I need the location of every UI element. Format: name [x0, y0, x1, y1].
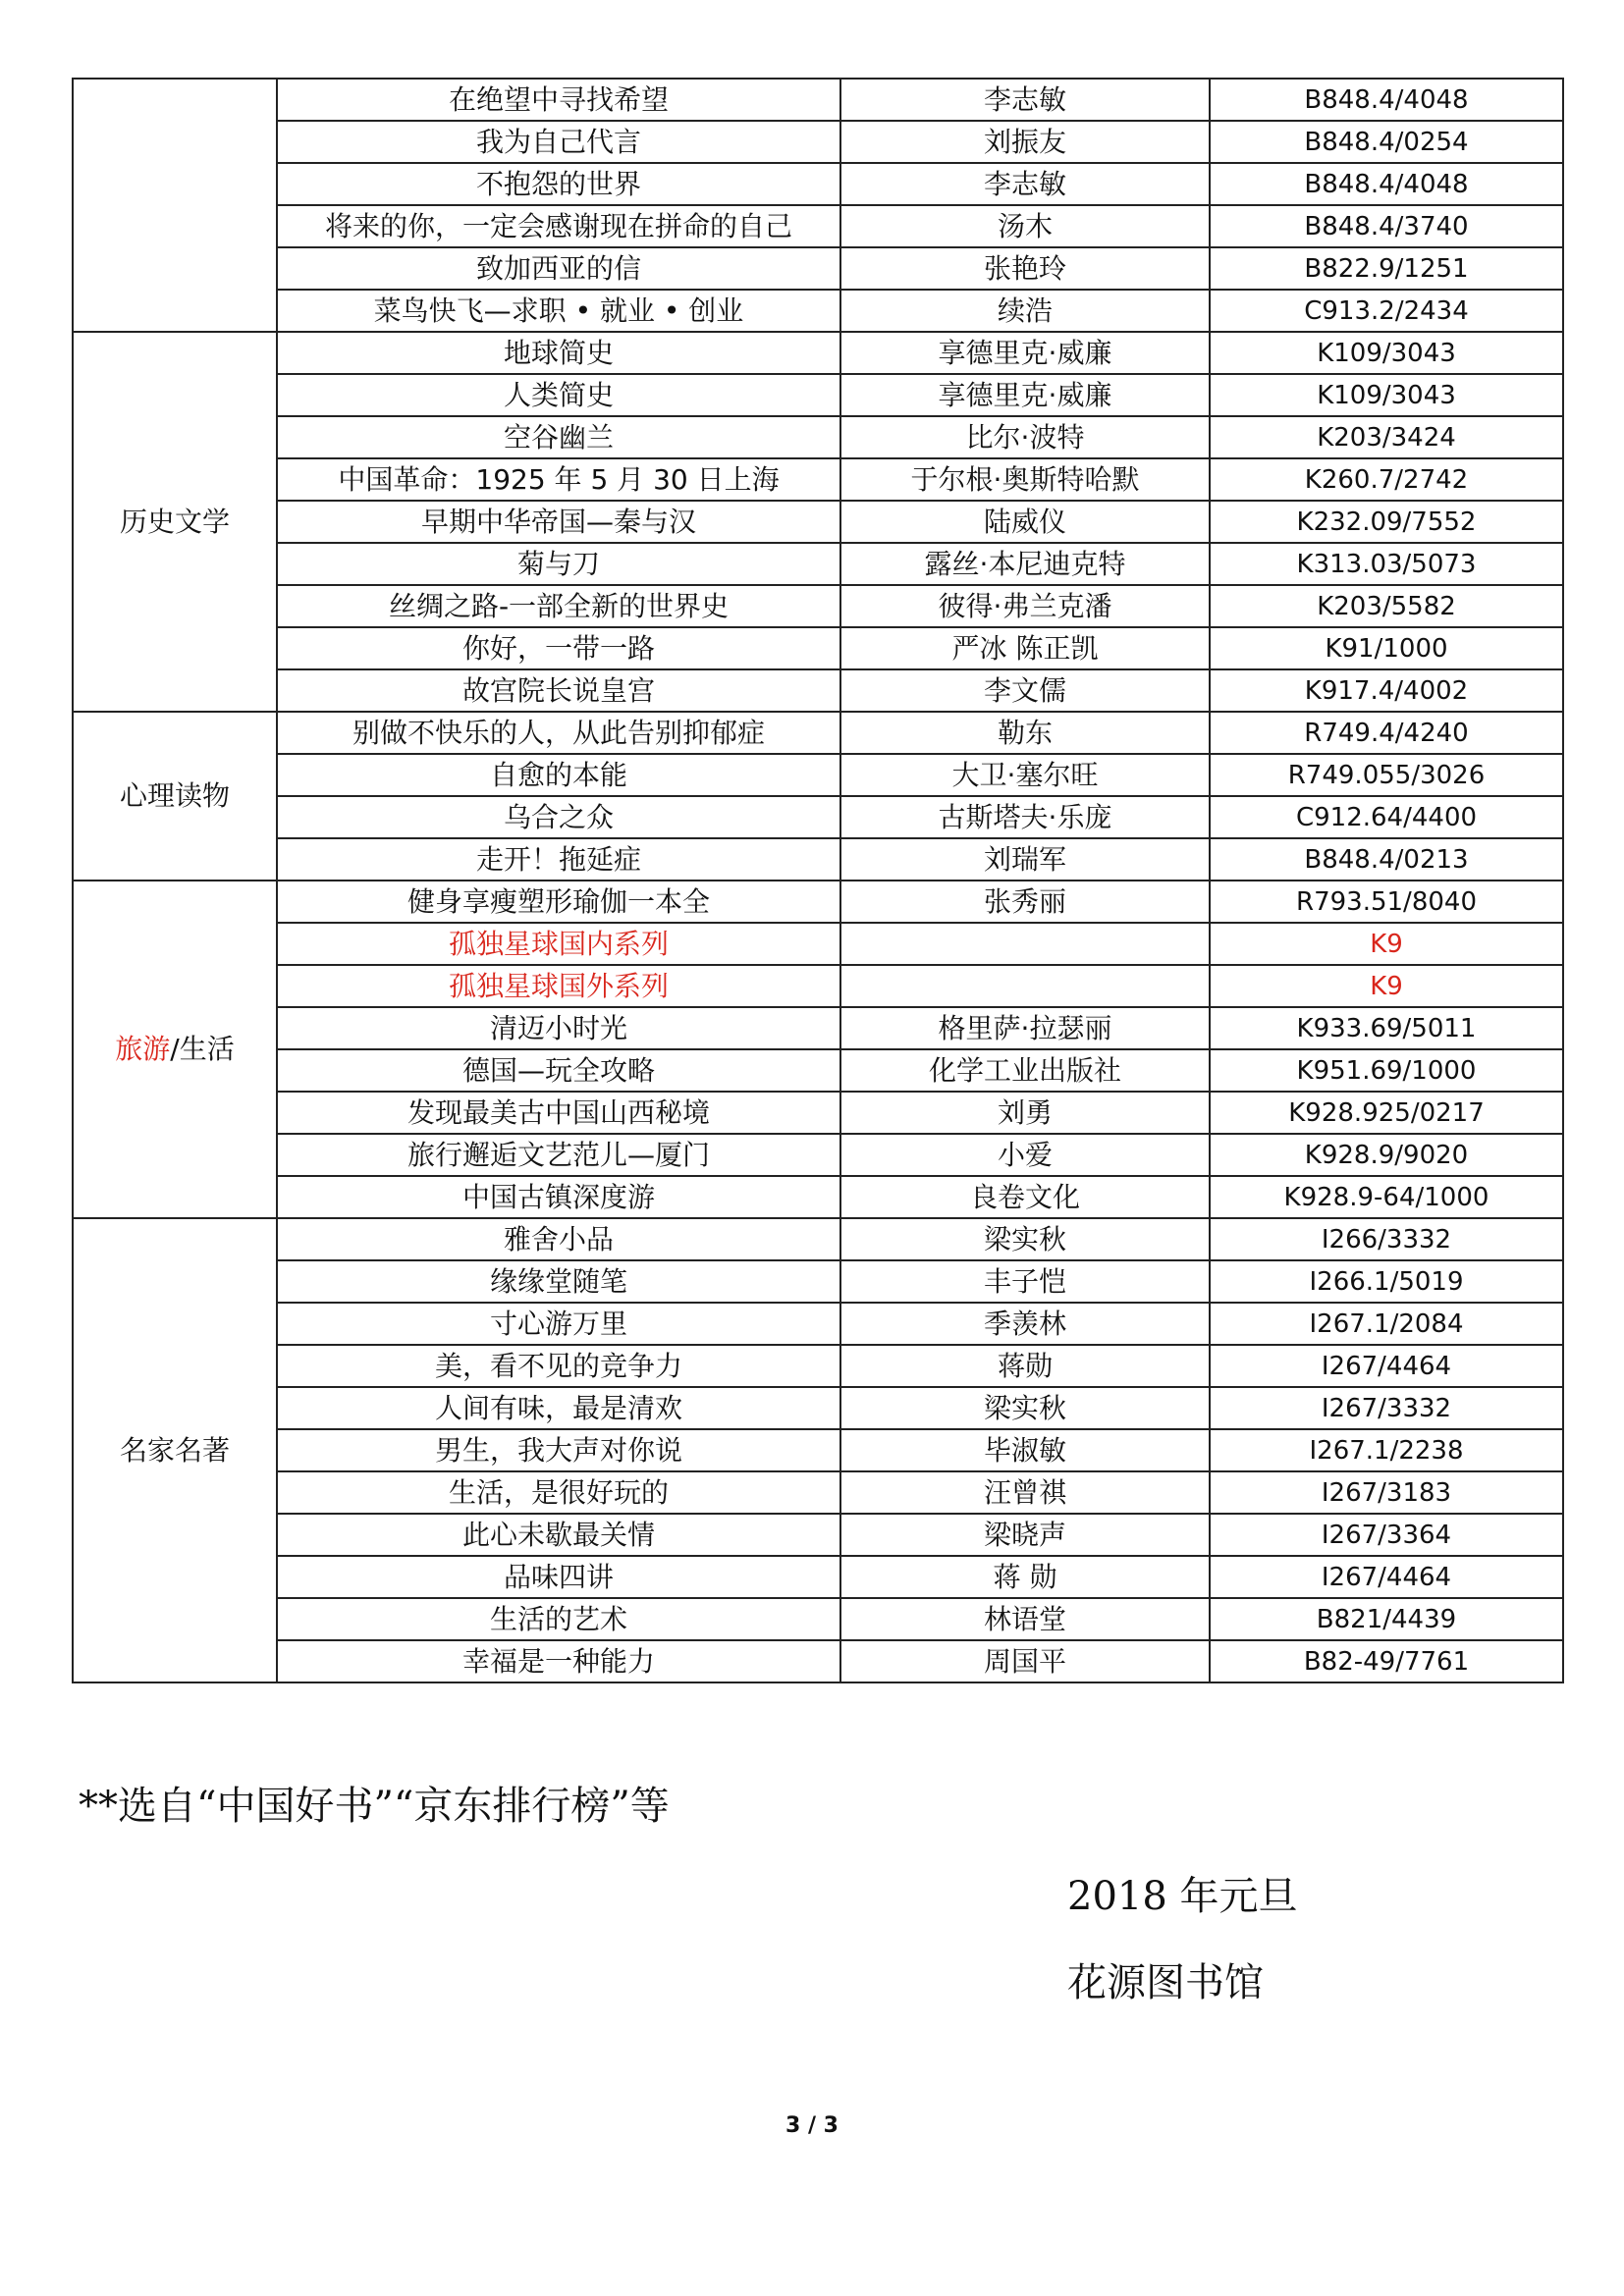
- book-row: [73, 374, 1563, 416]
- book-row: [73, 923, 1563, 965]
- call-number-cell: R749.4/4240: [1210, 712, 1563, 754]
- call-number-cell: R793.51/8040: [1210, 881, 1563, 923]
- book-author-cell: 于尔根·奥斯特哈默: [840, 458, 1210, 501]
- book-row: [73, 1134, 1563, 1176]
- book-author-cell: 化学工业出版社: [840, 1049, 1210, 1092]
- book-author-cell: 大卫·塞尔旺: [840, 754, 1210, 796]
- book-author-cell: 毕淑敏: [840, 1429, 1210, 1471]
- book-row: [73, 754, 1563, 796]
- book-title-cell: 清迈小时光: [277, 1007, 840, 1049]
- book-row: [73, 1049, 1563, 1092]
- call-number-cell: K928.925/0217: [1210, 1092, 1563, 1134]
- book-row: [73, 1514, 1563, 1556]
- book-title-cell: 在绝望中寻找希望: [277, 79, 840, 121]
- call-number-cell: I267/3364: [1210, 1514, 1563, 1556]
- call-number-cell: K91/1000: [1210, 627, 1563, 669]
- book-title-cell: 乌合之众: [277, 796, 840, 838]
- call-number-cell: C912.64/4400: [1210, 796, 1563, 838]
- book-title-cell: 丝绸之路-一部全新的世界史: [277, 585, 840, 627]
- book-author-cell: 勒东: [840, 712, 1210, 754]
- book-author-cell: 汤木: [840, 205, 1210, 247]
- book-list-body: [73, 79, 1563, 1682]
- call-number-cell: I267.1/2084: [1210, 1303, 1563, 1345]
- book-row: [73, 1007, 1563, 1049]
- book-author-cell: 陆威仪: [840, 501, 1210, 543]
- book-author-cell: 张艳玲: [840, 247, 1210, 290]
- book-author-cell: 比尔·波特: [840, 416, 1210, 458]
- book-title-cell: 品味四讲: [277, 1556, 840, 1598]
- book-title-cell: 地球简史: [277, 332, 840, 374]
- book-title-cell: 将来的你，一定会感谢现在拼命的自己: [277, 205, 840, 247]
- book-author-cell: 刘勇: [840, 1092, 1210, 1134]
- book-author-cell: 张秀丽: [840, 881, 1210, 923]
- call-number-cell: B822.9/1251: [1210, 247, 1563, 290]
- book-title-cell: 男生，我大声对你说: [277, 1429, 840, 1471]
- book-author-cell: 周国平: [840, 1640, 1210, 1682]
- call-number-cell: K9: [1210, 923, 1563, 965]
- book-row: [73, 712, 1563, 754]
- book-title-cell: 菜鸟快飞—求职 • 就业 • 创业: [277, 290, 840, 332]
- book-row: [73, 627, 1563, 669]
- call-number-cell: K203/5582: [1210, 585, 1563, 627]
- call-number-cell: B82-49/7761: [1210, 1640, 1563, 1682]
- call-number-cell: B848.4/0254: [1210, 121, 1563, 163]
- call-number-cell: B848.4/4048: [1210, 163, 1563, 205]
- book-title-cell: 致加西亚的信: [277, 247, 840, 290]
- category-label-part: /生活: [170, 1033, 235, 1065]
- book-row: [73, 458, 1563, 501]
- call-number-cell: K951.69/1000: [1210, 1049, 1563, 1092]
- book-title-cell: 早期中华帝国—秦与汉: [277, 501, 840, 543]
- book-row: [73, 1092, 1563, 1134]
- book-title-cell: 孤独星球国内系列: [277, 923, 840, 965]
- category-label-part: 旅游: [115, 1033, 171, 1065]
- book-row: [73, 332, 1563, 374]
- book-row: [73, 121, 1563, 163]
- book-row: [73, 163, 1563, 205]
- call-number-cell: K933.69/5011: [1210, 1007, 1563, 1049]
- category-cell: 心理读物: [73, 712, 277, 881]
- book-author-cell: 格里萨·拉瑟丽: [840, 1007, 1210, 1049]
- book-row: [73, 669, 1563, 712]
- issue-date: 2018 年元旦: [1067, 1874, 1298, 1919]
- book-title-cell: 别做不快乐的人，从此告别抑郁症: [277, 712, 840, 754]
- call-number-cell: K928.9/9020: [1210, 1134, 1563, 1176]
- book-author-cell: 享德里克·威廉: [840, 332, 1210, 374]
- book-row: [73, 1218, 1563, 1260]
- category-cell: 名家名著: [73, 1218, 277, 1682]
- book-author-cell: 汪曾祺: [840, 1471, 1210, 1514]
- call-number-cell: K313.03/5073: [1210, 543, 1563, 585]
- book-title-cell: 生活，是很好玩的: [277, 1471, 840, 1514]
- book-row: [73, 247, 1563, 290]
- call-number-cell: I266.1/5019: [1210, 1260, 1563, 1303]
- book-author-cell: 李志敏: [840, 163, 1210, 205]
- book-author-cell: 梁实秋: [840, 1218, 1210, 1260]
- call-number-cell: K109/3043: [1210, 374, 1563, 416]
- call-number-cell: I267/4464: [1210, 1345, 1563, 1387]
- book-row: [73, 1471, 1563, 1514]
- book-title-cell: 此心未歇最关情: [277, 1514, 840, 1556]
- book-author-cell: 林语堂: [840, 1598, 1210, 1640]
- call-number-cell: K232.09/7552: [1210, 501, 1563, 543]
- book-title-cell: 中国革命：1925 年 5 月 30 日上海: [277, 458, 840, 501]
- call-number-cell: I267/4464: [1210, 1556, 1563, 1598]
- book-author-cell: 李文儒: [840, 669, 1210, 712]
- book-author-cell: 蒋勋: [840, 1345, 1210, 1387]
- book-title-cell: 我为自己代言: [277, 121, 840, 163]
- call-number-cell: B848.4/4048: [1210, 79, 1563, 121]
- book-author-cell: 梁实秋: [840, 1387, 1210, 1429]
- book-title-cell: 旅行邂逅文艺范儿—厦门: [277, 1134, 840, 1176]
- library-name: 花源图书馆: [1067, 1960, 1264, 2005]
- call-number-cell: K260.7/2742: [1210, 458, 1563, 501]
- book-title-cell: 菊与刀: [277, 543, 840, 585]
- category-cell: [73, 79, 277, 332]
- call-number-cell: K203/3424: [1210, 416, 1563, 458]
- call-number-cell: I267.1/2238: [1210, 1429, 1563, 1471]
- book-author-cell: 刘振友: [840, 121, 1210, 163]
- book-title-cell: 美，看不见的竞争力: [277, 1345, 840, 1387]
- book-author-cell: [840, 965, 1210, 1007]
- book-title-cell: 人类简史: [277, 374, 840, 416]
- book-title-cell: 德国—玩全攻略: [277, 1049, 840, 1092]
- book-author-cell: 梁晓声: [840, 1514, 1210, 1556]
- book-title-cell: 健身享瘦塑形瑜伽一本全: [277, 881, 840, 923]
- call-number-cell: B848.4/3740: [1210, 205, 1563, 247]
- call-number-cell: K9: [1210, 965, 1563, 1007]
- book-row: [73, 1598, 1563, 1640]
- book-row: [73, 1260, 1563, 1303]
- book-title-cell: 人间有味，最是清欢: [277, 1387, 840, 1429]
- call-number-cell: I266/3332: [1210, 1218, 1563, 1260]
- book-title-cell: 生活的艺术: [277, 1598, 840, 1640]
- book-title-cell: 缘缘堂随笔: [277, 1260, 840, 1303]
- call-number-cell: C913.2/2434: [1210, 290, 1563, 332]
- call-number-cell: K917.4/4002: [1210, 669, 1563, 712]
- book-author-cell: 续浩: [840, 290, 1210, 332]
- book-row: [73, 1429, 1563, 1471]
- book-title-cell: 故宫院长说皇宫: [277, 669, 840, 712]
- book-title-cell: 自愈的本能: [277, 754, 840, 796]
- book-title-cell: 空谷幽兰: [277, 416, 840, 458]
- call-number-cell: I267/3332: [1210, 1387, 1563, 1429]
- book-row: [73, 881, 1563, 923]
- call-number-cell: K928.9-64/1000: [1210, 1176, 1563, 1218]
- book-author-cell: 李志敏: [840, 79, 1210, 121]
- book-title-cell: 雅舍小品: [277, 1218, 840, 1260]
- book-author-cell: 彼得·弗兰克潘: [840, 585, 1210, 627]
- book-author-cell: [840, 923, 1210, 965]
- book-author-cell: 古斯塔夫·乐庞: [840, 796, 1210, 838]
- book-row: [73, 501, 1563, 543]
- book-title-cell: 不抱怨的世界: [277, 163, 840, 205]
- book-row: [73, 1640, 1563, 1682]
- book-row: [73, 1345, 1563, 1387]
- call-number-cell: I267/3183: [1210, 1471, 1563, 1514]
- book-author-cell: 小爱: [840, 1134, 1210, 1176]
- book-row: [73, 290, 1563, 332]
- book-row: [73, 796, 1563, 838]
- book-author-cell: 严冰 陈正凯: [840, 627, 1210, 669]
- book-author-cell: 丰子恺: [840, 1260, 1210, 1303]
- book-author-cell: 季羡林: [840, 1303, 1210, 1345]
- call-number-cell: B821/4439: [1210, 1598, 1563, 1640]
- book-row: [73, 205, 1563, 247]
- book-row: [73, 416, 1563, 458]
- book-author-cell: 蒋 勋: [840, 1556, 1210, 1598]
- category-cell: 历史文学: [73, 332, 277, 712]
- call-number-cell: K109/3043: [1210, 332, 1563, 374]
- call-number-cell: R749.055/3026: [1210, 754, 1563, 796]
- book-title-cell: 你好，一带一路: [277, 627, 840, 669]
- book-title-cell: 寸心游万里: [277, 1303, 840, 1345]
- source-note: **选自“中国好书”“京东排行榜”等: [79, 1784, 670, 1829]
- book-row: [73, 1303, 1563, 1345]
- book-author-cell: 享德里克·威廉: [840, 374, 1210, 416]
- book-row: [73, 1556, 1563, 1598]
- category-cell: [73, 881, 277, 1218]
- book-title-cell: 孤独星球国外系列: [277, 965, 840, 1007]
- book-row: [73, 543, 1563, 585]
- call-number-cell: B848.4/0213: [1210, 838, 1563, 881]
- book-row: [73, 79, 1563, 121]
- book-title-cell: 走开！拖延症: [277, 838, 840, 881]
- book-row: [73, 838, 1563, 881]
- book-row: [73, 1176, 1563, 1218]
- page-number: 3 / 3: [785, 2113, 839, 2138]
- book-author-cell: 良卷文化: [840, 1176, 1210, 1218]
- book-title-cell: 幸福是一种能力: [277, 1640, 840, 1682]
- book-title-cell: 发现最美古中国山西秘境: [277, 1092, 840, 1134]
- book-author-cell: 露丝·本尼迪克特: [840, 543, 1210, 585]
- book-row: [73, 965, 1563, 1007]
- book-row: [73, 585, 1563, 627]
- book-title-cell: 中国古镇深度游: [277, 1176, 840, 1218]
- book-author-cell: 刘瑞军: [840, 838, 1210, 881]
- book-list-table: [72, 78, 1564, 1683]
- book-row: [73, 1387, 1563, 1429]
